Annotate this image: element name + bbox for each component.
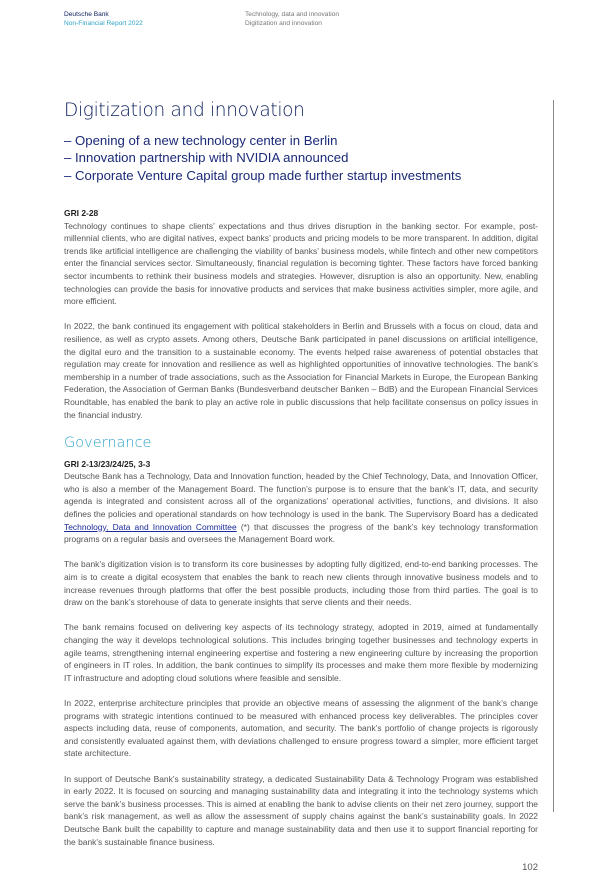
governance-section <box>64 458 538 546</box>
intro-section <box>64 207 538 308</box>
paragraph-text: Deutsche Bank has a Technology, Data and Innovation function, headed by the Chief Technology, Data, and Innovation Officer, who is also a member of the Management Board. The function’s purpose is to ensure that the bank’s IT, data, and security agenda is integrated and consistent across all of the organizations’ operational activities, functions, and divisions. It also defines the policies and operational standards on how technology is used in the bank. The Supervisory Board has a dedicated <box>64 471 538 520</box>
gri-reference: GRI 2-13/23/24/25, 3-3 <box>64 458 151 469</box>
highlight-item: – Innovation partnership with NVIDIA announced <box>64 150 349 166</box>
main-content <box>64 207 538 874</box>
page-number: 102 <box>522 862 538 874</box>
report-name: Non-Financial Report 2022 <box>64 19 143 27</box>
page-title: Digitization and innovation <box>64 100 305 121</box>
paragraph: In 2022, the bank continued its engagement with political stakeholders in Berlin and Brussels with a focus on cloud, data and resilience, as well as crypto assets. Among others, Deutsche Bank participated in panel discussions on artificial intelligence, the digital euro and the transition to a sustainable economy. The events helped raise awareness of potential obstacles that regulation may create for innovation and resilience as well as highlighted opportunities of innovative technologies. The bank’s membership in a number of trade associations, such as the Association for Financial Markets in Europe, the European Banking Federation, the Association of German Banks (Bundesverband deutscher Banken – BdB) and the European Financial Services Roundtable, has enabled the bank to play an active role in public discussions that help facilitate consensus on policy issues in the financial industry. <box>64 321 538 420</box>
highlights-list <box>64 132 461 184</box>
paragraph: In 2022, enterprise architecture principles that provide an objective means of assessing the alignment of the bank’s change programs with strategic intentions continued to be measured with enhanced process key deliverables. The principles cover aspects including data, reuse of components, automation, and security. The bank’s portfolio of change projects is rigorously and consistently evaluated against them, with deviations challenged to ensure progress toward a simpler, more efficient target state architecture. <box>64 697 538 759</box>
highlight-item: – Opening of a new technology center in Berlin <box>64 133 338 148</box>
running-header-left <box>64 11 143 28</box>
section-name: Technology, data and innovation <box>245 11 340 18</box>
paragraph: The bank remains focused on delivering key aspects of its technology strategy, adopted in 2019, aimed at fundamentally changing the way it develops technological solutions. This includes bringing together businesses and technology experts in agile teams, strengthening internal engineering expertise and fostering a new engineering culture by increasing the proportion of engineers in IT roles. In addition, the bank continues to simplify its processes and make them more flexible by modernizing IT infrastructure and adopting cloud solutions where feasible and sensible. <box>64 622 538 683</box>
running-header-right <box>245 11 339 28</box>
paragraph-text: (*) that discusses the progress of the bank’s key technology transformation programs on a regular basis and oversees the Management Board work. <box>64 521 538 545</box>
highlight-item: – Corporate Venture Capital group made further startup investments <box>64 167 462 183</box>
paragraph <box>64 470 538 546</box>
section-heading-governance: Governance <box>64 434 152 451</box>
paragraph: In support of Deutsche Bank’s sustainability strategy, a dedicated Sustainability Data & Technology Program was established in early 2022. It is focused on sourcing and managing sustainability data and integrating it into the technology systems which serve the bank’s business processes. This is aimed at enabling the bank to advise clients on their net zero journey, support the bank’s risk management, as well as allow the assessment of supply chains against the bank’s sustainability goals. In 2022 Deutsche Bank built the capability to capture and manage sustainability data and then use it to support financial reporting for the bank's sustainable finance business. <box>64 773 538 847</box>
paragraph: The bank’s digitization vision is to transform its core businesses by adopting fully digitized, end-to-end banking processes. The aim is to create a digital ecosystem that enables the bank to reach new clients through innovative business models and to increase revenues through platforms that offer the best possible products, including those from third parties. The goal is to draw on the bank’s storehouse of data to generate insights that serve clients and their needs. <box>64 559 538 608</box>
gri-reference: GRI 2-28 <box>64 208 99 218</box>
subsection-name: Digitization and innovation <box>245 19 322 27</box>
committee-link[interactable]: Technology, Data and Innovation Committee <box>64 521 237 532</box>
margin-rule <box>553 100 554 812</box>
company-name: Deutsche Bank <box>64 11 109 18</box>
paragraph: Technology continues to shape clients’ expectations and thus drives disruption in the banking sector. For example, post-millennial clients, who are digital natives, expect banks’ products and pricing models to be more transparent. In addition, digital trends like artificial intelligence are challenging the viability of banks’ business models, while fintech and other new competitors enter the financial services sector. Simultaneously, financial regulation is becoming tighter. These factors have forced banking sector incumbents to rethink their business models and strategies. However, disruption is also an opportunity. New, enabling technologies can provide the basis for innovative products and services that make business activities simpler, more agile, and more efficient. <box>64 220 538 307</box>
